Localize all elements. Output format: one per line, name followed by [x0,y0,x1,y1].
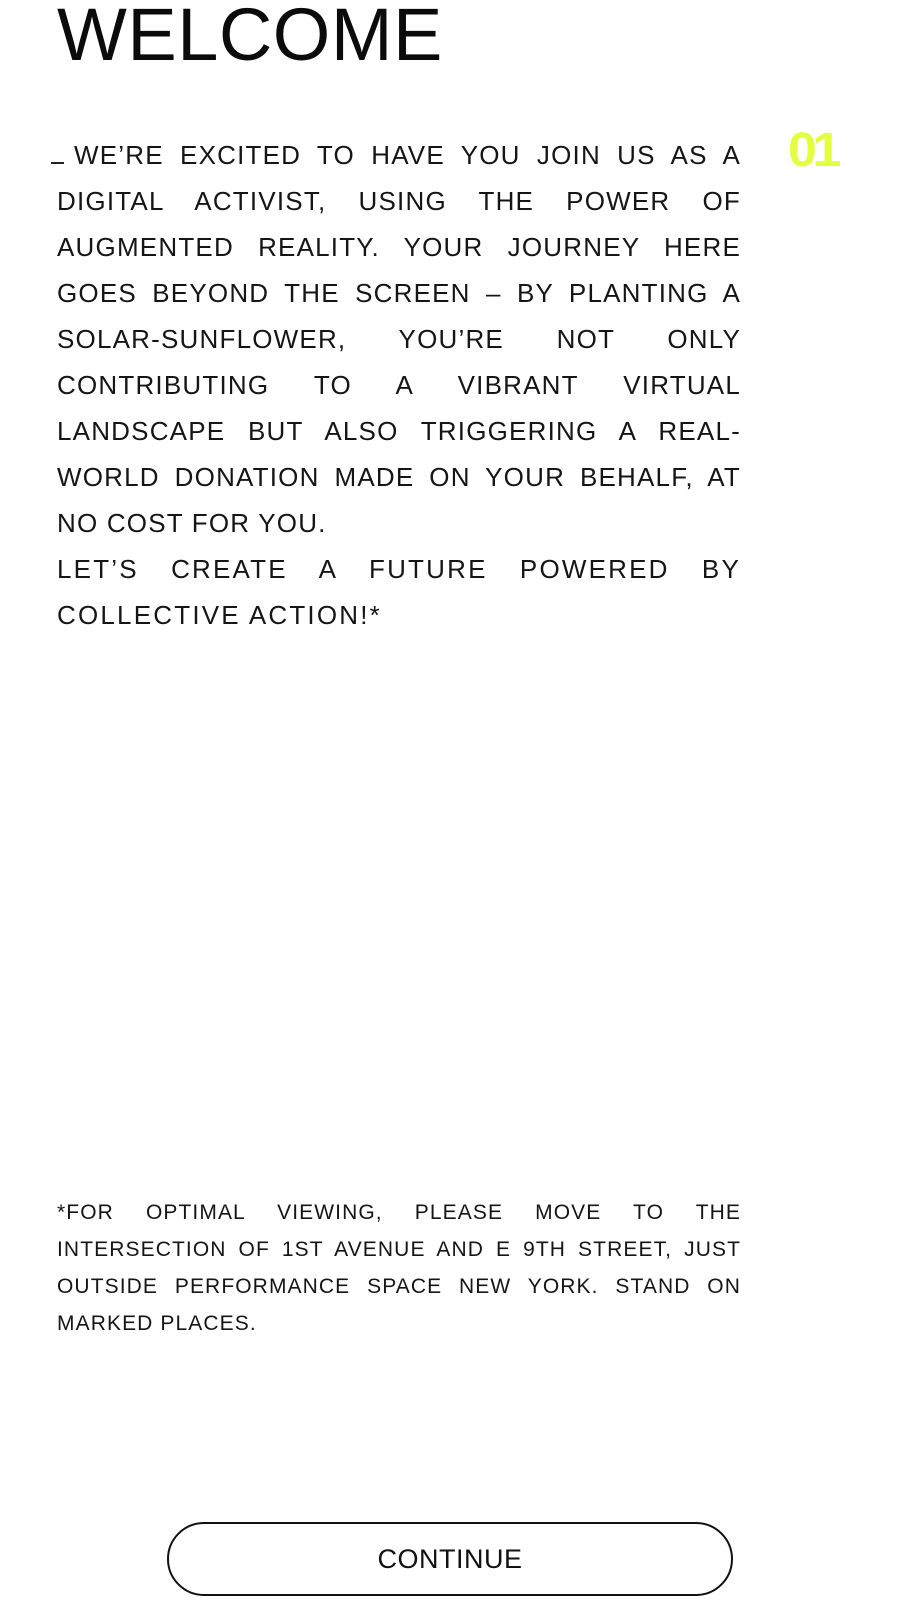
page-title: WELCOME [57,0,443,76]
collective-action-text: LET’S CREATE A FUTURE POWERED BY COLLECTIVE ACTION!* [57,554,741,630]
intro-text: WE’RE EXCITED TO HAVE YOU JOIN US AS A DIGITAL ACTIVIST, USING THE POWER OF AUGMENTED REALITY. YOUR JOURNEY HERE GOES BEYOND THE SCREEN – BY PLANTING A SOLAR-SUNFLOWER, YOU’RE NOT ONLY CONTRIBUTING TO A VIBRANT VIRTUAL LANDSCAPE BUT ALSO TRIGGERING A REAL-WORLD DONATION MADE ON YOUR BEHALF, AT NO COST FOR YOU. [57,140,741,538]
underscore-marker [51,162,64,164]
viewing-location-note: *FOR OPTIMAL VIEWING, PLEASE MOVE TO THE INTERSECTION OF 1ST AVENUE AND E 9TH STREET, JUST OUTSIDE PERFORMANCE SPACE NEW YORK. STAND ON MARKED PLACES. [57,1201,741,1335]
intro-paragraph [57,132,741,546]
step-number: 01 [788,124,838,177]
continue-button[interactable]: CONTINUE [167,1522,733,1596]
